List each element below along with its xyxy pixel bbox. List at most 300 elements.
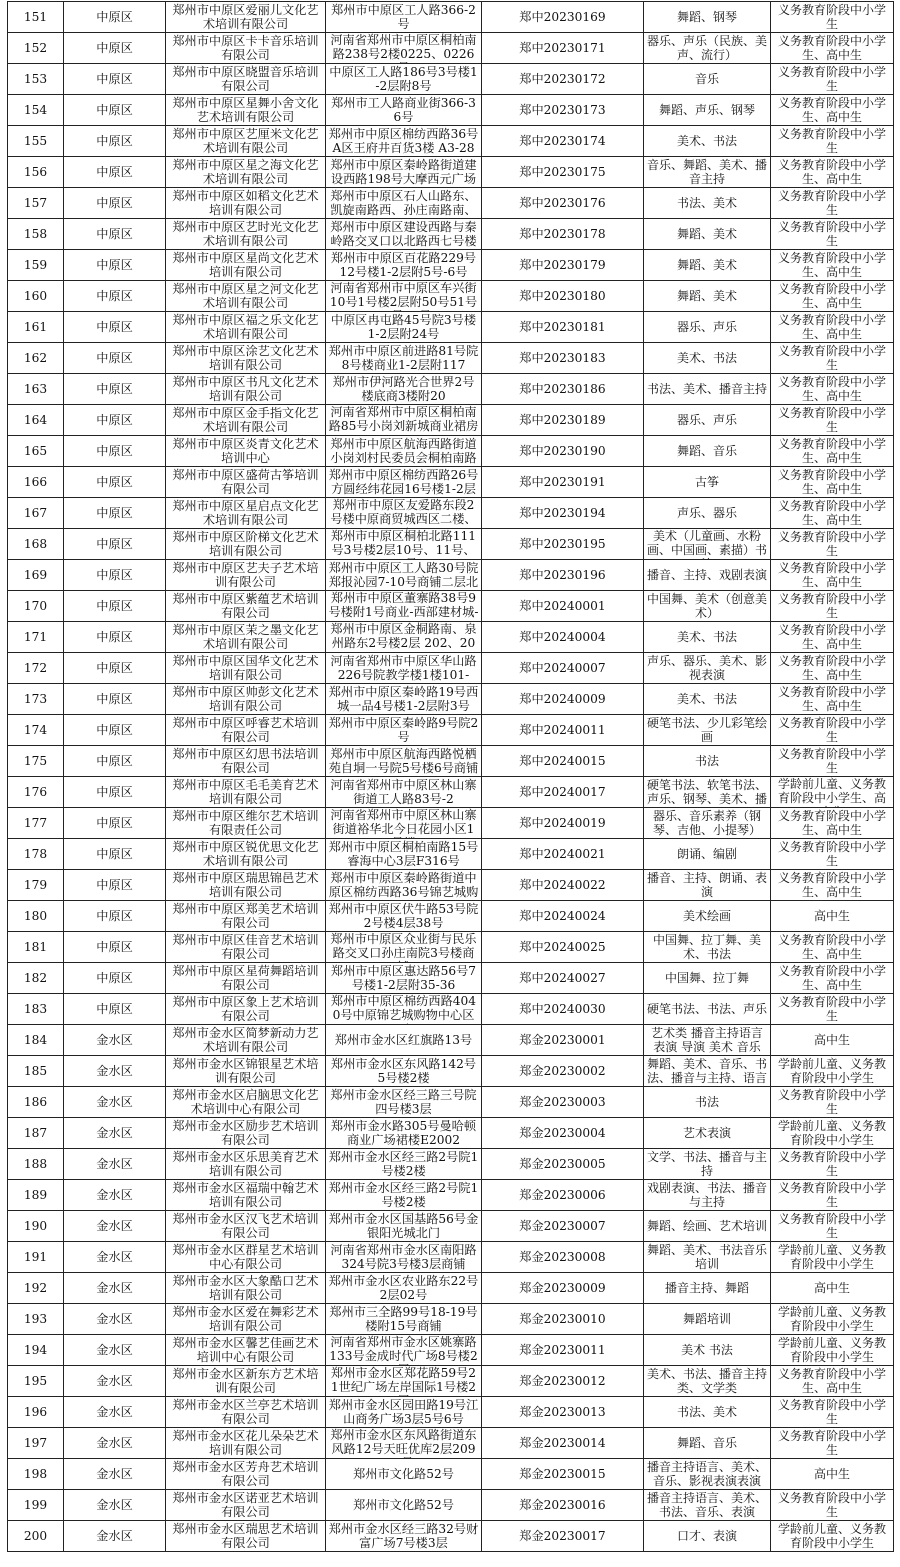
cell-institution-name bbox=[166, 622, 326, 653]
cell-institution-name-text: 郑州市金水区乐思美育艺术培训有限公司 bbox=[172, 1150, 319, 1178]
cell-training-category bbox=[644, 622, 771, 653]
table-row bbox=[8, 436, 894, 467]
cell-district bbox=[64, 1180, 166, 1211]
cell-number-text: 184 bbox=[23, 1033, 48, 1047]
cell-institution-name-text: 郑州市中原区佳音艺术培训有限公司 bbox=[172, 933, 319, 961]
cell-target-audience bbox=[771, 250, 894, 281]
cell-address-text: 郑州市中原区秦岭路街道建设西路198号大摩西元广场 bbox=[330, 158, 477, 186]
cell-target-audience bbox=[771, 715, 894, 746]
cell-number bbox=[8, 1490, 64, 1521]
cell-number-text: 170 bbox=[23, 599, 48, 613]
cell-number bbox=[8, 1149, 64, 1180]
cell-institution-name bbox=[166, 498, 326, 529]
cell-institution-name bbox=[166, 808, 326, 839]
cell-license-code-text: 郑中20230180 bbox=[519, 289, 606, 303]
cell-number-text: 196 bbox=[23, 1405, 48, 1419]
table-row bbox=[8, 1521, 894, 1552]
cell-number-text: 179 bbox=[23, 878, 48, 892]
cell-address bbox=[326, 1521, 482, 1552]
cell-address-text: 郑州市中原区金桐路南、泉州路东2号楼2层 202、20 bbox=[330, 622, 477, 650]
cell-address-text: 郑州市中原区董寨路38号9号楼附1号商业-西部建材城- bbox=[328, 591, 479, 619]
cell-training-category bbox=[644, 126, 771, 157]
cell-address bbox=[326, 64, 482, 95]
table-row bbox=[8, 1242, 894, 1273]
cell-address bbox=[326, 1211, 482, 1242]
cell-target-audience bbox=[771, 1273, 894, 1304]
table-row bbox=[8, 777, 894, 808]
table-row bbox=[8, 1087, 894, 1118]
cell-target-audience bbox=[771, 1521, 894, 1552]
cell-institution-name-text: 郑州市中原区星荷舞蹈培训有限公司 bbox=[172, 964, 319, 992]
cell-training-category bbox=[644, 777, 771, 808]
cell-target-audience bbox=[771, 777, 894, 808]
cell-target-audience bbox=[771, 1459, 894, 1490]
cell-address-text: 郑州市中原区桐柏北路111号3号楼2层10号、11号、 bbox=[330, 529, 477, 557]
cell-institution-name bbox=[166, 684, 326, 715]
cell-training-category-text: 书法 bbox=[694, 754, 719, 768]
cell-district-text: 中原区 bbox=[96, 816, 133, 830]
cell-district-text: 金水区 bbox=[96, 1498, 133, 1512]
cell-training-category bbox=[644, 653, 771, 684]
cell-license-code bbox=[482, 281, 644, 312]
table-row bbox=[8, 1025, 894, 1056]
cell-institution-name-text: 郑州市金水区简梦新动力艺术培训有限公司 bbox=[172, 1026, 319, 1054]
cell-district-text: 中原区 bbox=[96, 971, 133, 985]
cell-number-text: 172 bbox=[23, 661, 48, 675]
cell-institution-name bbox=[166, 560, 326, 591]
cell-district-text: 中原区 bbox=[96, 599, 133, 613]
cell-target-audience-text: 义务教育阶段中小学生、高中生 bbox=[777, 437, 886, 465]
cell-training-category-text: 美术 书法 bbox=[681, 1343, 733, 1357]
cell-district-text: 中原区 bbox=[96, 196, 133, 210]
cell-training-category-text: 舞蹈培训 bbox=[682, 1312, 731, 1326]
cell-training-category bbox=[644, 901, 771, 932]
cell-institution-name bbox=[166, 219, 326, 250]
cell-number bbox=[8, 1366, 64, 1397]
cell-training-category bbox=[644, 498, 771, 529]
cell-address-text: 河南省郑州市中原区林山寨街道工人路83号-2 bbox=[330, 778, 477, 806]
cell-training-category-text: 中国舞、拉丁舞、美术、书法 bbox=[652, 933, 761, 961]
cell-training-category bbox=[644, 405, 771, 436]
cell-address-text: 郑州市中原区棉纺西路26号方圆经纬花园16号楼1-2层 bbox=[328, 468, 479, 496]
cell-number-text: 154 bbox=[23, 103, 48, 117]
table-row bbox=[8, 932, 894, 963]
cell-address bbox=[326, 560, 482, 591]
cell-number bbox=[8, 1335, 64, 1366]
cell-number bbox=[8, 529, 64, 560]
registry-sheet bbox=[7, 1, 893, 1552]
cell-address-text: 中原区工人路186号3号楼1-2层附8号 bbox=[329, 65, 478, 93]
cell-district-text: 金水区 bbox=[96, 1529, 133, 1543]
cell-district-text: 中原区 bbox=[96, 10, 133, 24]
cell-license-code bbox=[482, 188, 644, 219]
cell-target-audience bbox=[771, 1180, 894, 1211]
cell-target-audience bbox=[771, 870, 894, 901]
cell-district bbox=[64, 64, 166, 95]
cell-district-text: 金水区 bbox=[96, 1033, 133, 1047]
cell-target-audience bbox=[771, 560, 894, 591]
cell-training-category bbox=[644, 467, 771, 498]
cell-license-code bbox=[482, 746, 644, 777]
cell-license-code bbox=[482, 622, 644, 653]
cell-target-audience bbox=[771, 188, 894, 219]
cell-license-code bbox=[482, 126, 644, 157]
cell-address bbox=[326, 746, 482, 777]
cell-target-audience bbox=[771, 684, 894, 715]
cell-number-text: 194 bbox=[23, 1343, 48, 1357]
cell-training-category bbox=[644, 808, 771, 839]
cell-target-audience-text: 义务教育阶段中小学生 bbox=[777, 592, 886, 620]
cell-number bbox=[8, 312, 64, 343]
cell-address bbox=[326, 2, 482, 33]
cell-training-category-text: 舞蹈、美术、音乐、书法、播音与主持、语言 bbox=[646, 1057, 767, 1085]
table-row bbox=[8, 188, 894, 219]
cell-license-code bbox=[482, 839, 644, 870]
cell-license-code-text: 郑金20230003 bbox=[519, 1095, 606, 1109]
cell-address-text: 郑州市金水区园田路19号江山商务广场3层5号6号 bbox=[328, 1398, 479, 1426]
cell-number-text: 177 bbox=[23, 816, 48, 830]
cell-district-text: 中原区 bbox=[96, 506, 133, 520]
cell-institution-name-text: 郑州市中原区艺夫子艺术培训有限公司 bbox=[172, 561, 319, 589]
cell-license-code-text: 郑中20230169 bbox=[519, 10, 606, 24]
cell-address bbox=[326, 1149, 482, 1180]
cell-target-audience-text: 学龄前儿童、义务教育阶段中小学生、高 bbox=[777, 777, 886, 805]
cell-training-category bbox=[644, 1428, 771, 1459]
cell-district bbox=[64, 343, 166, 374]
cell-target-audience bbox=[771, 746, 894, 777]
cell-training-category bbox=[644, 219, 771, 250]
cell-institution-name-text: 郑州市中原区爱丽儿文化艺术培训有限公司 bbox=[172, 3, 319, 31]
cell-address-text: 河南省郑州市金水区南阳路324号院3号楼3层商铺 bbox=[330, 1243, 477, 1271]
cell-training-category bbox=[644, 1273, 771, 1304]
cell-training-category bbox=[644, 1366, 771, 1397]
cell-training-category-text: 文学、书法、播音与主持 bbox=[646, 1150, 767, 1178]
cell-number-text: 176 bbox=[23, 785, 48, 799]
cell-number-text: 188 bbox=[23, 1157, 48, 1171]
cell-district bbox=[64, 374, 166, 405]
cell-address bbox=[326, 1087, 482, 1118]
cell-training-category-text: 器乐、声乐 bbox=[676, 413, 737, 427]
cell-address bbox=[326, 1428, 482, 1459]
cell-target-audience bbox=[771, 1397, 894, 1428]
cell-target-audience-text: 义务教育阶段中小学生 bbox=[777, 840, 886, 868]
table-row bbox=[8, 95, 894, 126]
cell-institution-name-text: 郑州市金水区福瑞中翰艺术培训有限公司 bbox=[172, 1181, 319, 1209]
cell-license-code bbox=[482, 312, 644, 343]
cell-license-code-text: 郑中20230183 bbox=[519, 351, 606, 365]
cell-address-text: 郑州市中原区桐柏南路15号睿海中心3层F316号 bbox=[328, 840, 479, 868]
table-row bbox=[8, 591, 894, 622]
cell-target-audience-text: 义务教育阶段中小学生、高中生 bbox=[777, 1367, 886, 1395]
cell-license-code bbox=[482, 95, 644, 126]
cell-training-category bbox=[644, 994, 771, 1025]
cell-institution-name bbox=[166, 188, 326, 219]
cell-address bbox=[326, 1118, 482, 1149]
cell-number bbox=[8, 1056, 64, 1087]
cell-institution-name-text: 郑州市中原区金手指文化艺术培训有限公司 bbox=[172, 406, 319, 434]
cell-license-code bbox=[482, 1087, 644, 1118]
cell-district-text: 金水区 bbox=[96, 1374, 133, 1388]
cell-number bbox=[8, 157, 64, 188]
cell-address bbox=[326, 188, 482, 219]
cell-training-category-text: 美术、书法 bbox=[676, 134, 737, 148]
cell-training-category bbox=[644, 591, 771, 622]
cell-target-audience-text: 义务教育阶段中小学生 bbox=[777, 344, 886, 372]
cell-target-audience bbox=[771, 1366, 894, 1397]
cell-number bbox=[8, 1459, 64, 1490]
cell-address-text: 郑州市中原区棉纺西路4040号中原锦艺城购物中心区 bbox=[330, 994, 477, 1022]
table-row bbox=[8, 684, 894, 715]
cell-address-text: 河南省郑州市中原区华山路226号院教学楼1楼101- bbox=[330, 654, 477, 682]
cell-number-text: 171 bbox=[23, 630, 48, 644]
cell-license-code bbox=[482, 963, 644, 994]
cell-district bbox=[64, 1149, 166, 1180]
cell-license-code bbox=[482, 901, 644, 932]
cell-license-code-text: 郑金20230004 bbox=[519, 1126, 606, 1140]
cell-training-category-text: 戏剧表演、书法、播音与主持 bbox=[646, 1181, 767, 1209]
cell-training-category-text: 舞蹈、钢琴 bbox=[676, 10, 737, 24]
cell-district bbox=[64, 870, 166, 901]
cell-number bbox=[8, 126, 64, 157]
cell-license-code bbox=[482, 250, 644, 281]
cell-license-code-text: 郑中20240021 bbox=[519, 847, 606, 861]
cell-target-audience-text: 义务教育阶段中小学生、高中生 bbox=[777, 964, 886, 992]
cell-license-code bbox=[482, 870, 644, 901]
cell-target-audience bbox=[771, 839, 894, 870]
cell-institution-name-text: 郑州市中原区炎青文化艺术培训中心 bbox=[172, 437, 319, 465]
cell-training-category-text: 播音、主持、朗诵、表演 bbox=[646, 871, 767, 899]
cell-license-code bbox=[482, 1490, 644, 1521]
cell-target-audience-text: 高中生 bbox=[813, 1281, 850, 1295]
cell-address-text: 郑州市伊河路光合世界2号楼底商3楼附20 bbox=[332, 375, 475, 403]
cell-training-category-text: 声乐、器乐 bbox=[676, 506, 737, 520]
cell-institution-name bbox=[166, 2, 326, 33]
cell-institution-name bbox=[166, 1273, 326, 1304]
cell-license-code-text: 郑中20230186 bbox=[519, 382, 606, 396]
cell-institution-name-text: 郑州市金水区兰亭艺术培训有限公司 bbox=[172, 1398, 319, 1426]
cell-training-category bbox=[644, 529, 771, 560]
cell-address bbox=[326, 436, 482, 467]
cell-target-audience-text: 学龄前儿童、义务教育阶段中小学生 bbox=[777, 1522, 886, 1550]
cell-target-audience-text: 义务教育阶段中小学生 bbox=[777, 1150, 886, 1178]
table-row bbox=[8, 219, 894, 250]
cell-address bbox=[326, 622, 482, 653]
cell-target-audience-text: 义务教育阶段中小学生、高中生 bbox=[777, 561, 886, 589]
cell-address-text: 郑州市金水路305号曼哈顿商业广场裙楼E2002 bbox=[330, 1119, 477, 1147]
table-row bbox=[8, 498, 894, 529]
cell-target-audience-text: 义务教育阶段中小学生 bbox=[777, 1429, 886, 1457]
cell-training-category-text: 舞蹈、音乐 bbox=[676, 1436, 737, 1450]
cell-address bbox=[326, 312, 482, 343]
cell-number-text: 156 bbox=[23, 165, 48, 179]
cell-address-text: 河南省郑州市金水区姚寨路133号金成时代广场8号楼2 bbox=[329, 1335, 478, 1363]
cell-target-audience-text: 义务教育阶段中小学生 bbox=[777, 716, 886, 744]
cell-license-code-text: 郑中20240001 bbox=[519, 599, 606, 613]
cell-district-text: 金水区 bbox=[96, 1095, 133, 1109]
cell-institution-name-text: 郑州市中原区紫蕴艺术培训有限公司 bbox=[172, 592, 319, 620]
cell-license-code-text: 郑金20230014 bbox=[519, 1436, 606, 1450]
cell-district-text: 中原区 bbox=[96, 289, 133, 303]
table-row bbox=[8, 622, 894, 653]
cell-training-category-text: 舞蹈、美术 bbox=[676, 227, 737, 241]
cell-license-code bbox=[482, 1428, 644, 1459]
cell-number-text: 159 bbox=[23, 258, 48, 272]
cell-license-code-text: 郑中20230196 bbox=[519, 568, 606, 582]
cell-district bbox=[64, 963, 166, 994]
cell-address-text: 郑州市金水区东风路142号5号楼2楼 bbox=[330, 1057, 477, 1085]
cell-district bbox=[64, 746, 166, 777]
cell-target-audience bbox=[771, 436, 894, 467]
cell-target-audience bbox=[771, 529, 894, 560]
table-row bbox=[8, 157, 894, 188]
cell-number bbox=[8, 219, 64, 250]
cell-number-text: 192 bbox=[23, 1281, 48, 1295]
cell-license-code bbox=[482, 405, 644, 436]
cell-institution-name-text: 郑州市中原区星舞小舍文化艺术培训有限公司 bbox=[172, 96, 319, 124]
cell-target-audience bbox=[771, 1056, 894, 1087]
cell-institution-name bbox=[166, 839, 326, 870]
cell-institution-name-text: 郑州市金水区群星艺术培训中心有限公司 bbox=[172, 1243, 319, 1271]
cell-number-text: 162 bbox=[23, 351, 48, 365]
cell-number bbox=[8, 467, 64, 498]
cell-number-text: 151 bbox=[23, 10, 48, 24]
cell-license-code bbox=[482, 219, 644, 250]
cell-address bbox=[326, 467, 482, 498]
cell-address-text: 郑州市金水区东风路街道东风路12号天旺优库2层209 bbox=[330, 1428, 477, 1456]
cell-institution-name bbox=[166, 963, 326, 994]
cell-institution-name-text: 郑州市中原区阶梯文化艺术培训有限公司 bbox=[172, 530, 319, 558]
cell-training-category bbox=[644, 312, 771, 343]
cell-number-text: 190 bbox=[23, 1219, 48, 1233]
cell-district-text: 中原区 bbox=[96, 630, 133, 644]
cell-target-audience-text: 学龄前儿童、义务教育阶段中小学生 bbox=[777, 1057, 886, 1085]
cell-target-audience-text: 义务教育阶段中小学生 bbox=[777, 1181, 886, 1209]
cell-institution-name bbox=[166, 157, 326, 188]
cell-target-audience bbox=[771, 1149, 894, 1180]
cell-target-audience bbox=[771, 932, 894, 963]
cell-institution-name bbox=[166, 436, 326, 467]
cell-number bbox=[8, 1428, 64, 1459]
cell-target-audience-text: 义务教育阶段中小学生、高中生 bbox=[777, 685, 886, 713]
cell-institution-name-text: 郑州市金水区新东方艺术培训有限公司 bbox=[172, 1367, 319, 1395]
cell-number-text: 161 bbox=[23, 320, 48, 334]
cell-institution-name-text: 郑州市金水区爱在舞彩艺术培训有限公司 bbox=[172, 1305, 319, 1333]
cell-training-category bbox=[644, 1335, 771, 1366]
cell-training-category bbox=[644, 932, 771, 963]
cell-training-category bbox=[644, 1211, 771, 1242]
cell-target-audience bbox=[771, 1335, 894, 1366]
cell-number-text: 191 bbox=[23, 1250, 48, 1264]
table-row bbox=[8, 715, 894, 746]
cell-district-text: 中原区 bbox=[96, 940, 133, 954]
cell-number-text: 199 bbox=[23, 1498, 48, 1512]
cell-address bbox=[326, 1459, 482, 1490]
cell-address bbox=[326, 343, 482, 374]
cell-target-audience bbox=[771, 1490, 894, 1521]
cell-number-text: 160 bbox=[23, 289, 48, 303]
cell-number-text: 197 bbox=[23, 1436, 48, 1450]
cell-number bbox=[8, 1242, 64, 1273]
cell-license-code bbox=[482, 1335, 644, 1366]
cell-license-code bbox=[482, 1366, 644, 1397]
cell-training-category-text: 器乐、音乐素养（钢琴、吉他、小提琴） bbox=[652, 809, 761, 837]
cell-institution-name bbox=[166, 1211, 326, 1242]
cell-number bbox=[8, 1397, 64, 1428]
table-row bbox=[8, 374, 894, 405]
cell-target-audience-text: 义务教育阶段中小学生 bbox=[777, 1088, 886, 1116]
cell-institution-name bbox=[166, 312, 326, 343]
cell-address bbox=[326, 498, 482, 529]
cell-number-text: 167 bbox=[23, 506, 48, 520]
cell-training-category bbox=[644, 1056, 771, 1087]
cell-address-text: 郑州市金水区红旗路13号 bbox=[334, 1033, 473, 1047]
cell-number bbox=[8, 1304, 64, 1335]
cell-institution-name-text: 郑州市中原区艺厘米文化艺术培训有限公司 bbox=[172, 127, 319, 155]
cell-target-audience-text: 学龄前儿童、义务教育阶段中小学生 bbox=[777, 1305, 886, 1333]
cell-institution-name bbox=[166, 33, 326, 64]
cell-target-audience-text: 义务教育阶段中小学生、高中生 bbox=[777, 499, 886, 527]
cell-address bbox=[326, 95, 482, 126]
cell-license-code-text: 郑金20230009 bbox=[519, 1281, 606, 1295]
cell-district-text: 中原区 bbox=[96, 475, 133, 489]
cell-address-text: 河南省郑州市中原区车兴街10号1号楼2层附50号51号 bbox=[329, 281, 478, 309]
cell-institution-name bbox=[166, 1056, 326, 1087]
cell-training-category-text: 中国舞、拉丁舞 bbox=[664, 971, 749, 985]
cell-institution-name bbox=[166, 932, 326, 963]
cell-target-audience-text: 义务教育阶段中小学生 bbox=[777, 189, 886, 217]
cell-target-audience-text: 义务教育阶段中小学生、高中生 bbox=[777, 282, 886, 310]
cell-license-code-text: 郑金20230008 bbox=[519, 1250, 606, 1264]
table-row bbox=[8, 529, 894, 560]
cell-training-category-text: 音乐 bbox=[694, 72, 719, 86]
cell-institution-name-text: 郑州市中原区书凡文化艺术培训有限公司 bbox=[172, 375, 319, 403]
cell-license-code bbox=[482, 653, 644, 684]
cell-target-audience-text: 义务教育阶段中小学生 bbox=[777, 747, 886, 775]
cell-district bbox=[64, 1304, 166, 1335]
cell-license-code bbox=[482, 2, 644, 33]
cell-number bbox=[8, 684, 64, 715]
cell-training-category bbox=[644, 839, 771, 870]
cell-training-category-text: 播音主持语言、美术、书法、音乐、表演 bbox=[646, 1491, 767, 1519]
cell-district bbox=[64, 467, 166, 498]
cell-number bbox=[8, 963, 64, 994]
cell-number-text: 189 bbox=[23, 1188, 48, 1202]
cell-institution-name bbox=[166, 281, 326, 312]
cell-license-code-text: 郑金20230017 bbox=[519, 1529, 606, 1543]
cell-number-text: 169 bbox=[23, 568, 48, 582]
table-row bbox=[8, 1428, 894, 1459]
cell-district-text: 中原区 bbox=[96, 661, 133, 675]
cell-address-text: 郑州市中原区惠达路56号7号楼1-2层附35-36 bbox=[330, 964, 477, 992]
cell-address-text: 郑州市金水区郑花路59号21世纪广场左岸国际1号楼2 bbox=[330, 1366, 477, 1394]
cell-number-text: 182 bbox=[23, 971, 48, 985]
cell-institution-name bbox=[166, 1025, 326, 1056]
cell-training-category bbox=[644, 715, 771, 746]
table-row bbox=[8, 1180, 894, 1211]
cell-address bbox=[326, 374, 482, 405]
table-row bbox=[8, 1397, 894, 1428]
table-row bbox=[8, 64, 894, 95]
cell-target-audience bbox=[771, 64, 894, 95]
cell-district bbox=[64, 33, 166, 64]
cell-target-audience bbox=[771, 653, 894, 684]
cell-license-code bbox=[482, 33, 644, 64]
cell-target-audience bbox=[771, 1428, 894, 1459]
cell-number bbox=[8, 188, 64, 219]
cell-district-text: 中原区 bbox=[96, 258, 133, 272]
cell-target-audience-text: 学龄前儿童、义务教育阶段中小学生 bbox=[777, 1243, 886, 1271]
cell-license-code-text: 郑金20230011 bbox=[519, 1343, 606, 1357]
